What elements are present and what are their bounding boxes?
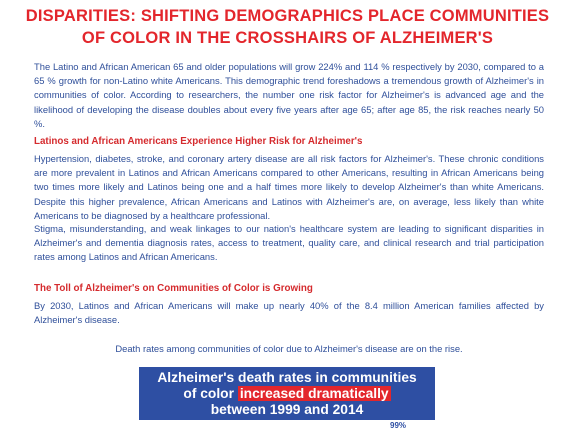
death-rates-banner bbox=[139, 367, 435, 420]
banner-line-2 bbox=[139, 386, 435, 402]
page-title bbox=[0, 5, 575, 49]
banner-line-2-text: of color bbox=[183, 386, 238, 401]
banner-line-3: between 1999 and 2014 bbox=[210, 402, 364, 417]
death-rates-note: Death rates among communities of color due to Alzheimer's disease are on the rise. bbox=[115, 343, 463, 354]
percent-label: 99% bbox=[390, 421, 407, 430]
title-line-1: DISPARITIES: SHIFTING DEMOGRAPHICS PLACE COMMUNITIES bbox=[25, 7, 550, 25]
section-heading-toll: The Toll of Alzheimer's on Communities of Color is Growing bbox=[34, 283, 313, 294]
risk-factors-paragraph: Hypertension, diabetes, stroke, and coronary artery disease are all risk factors for Alzheimer's. These chronic conditions are more prevalent in Latinos and African Americans compared to other Americans, resulting in African Americans being two times more likely and Latinos being one and a half times more likely to develop Alzheimer's than white Americans. Despite this higher prevalence, African Americans and Latinos with Alzheimer's are, on average, less likely than white Americans to be diagnosed by a healthcare professional. bbox=[34, 153, 544, 221]
stigma-paragraph: Stigma, misunderstanding, and weak linkages to our nation's healthcare system are leading to significant disparities in Alzheimer's and dementia diagnosis rates, access to treatment, quality care, and clinical research and trial participation rates among Latinos and African Americans. bbox=[34, 223, 544, 263]
banner-highlight: increased dramatically bbox=[239, 386, 389, 401]
title-line-2: OF COLOR IN THE CROSSHAIRS OF ALZHEIMER'S bbox=[81, 29, 494, 47]
banner-line-1: Alzheimer's death rates in communities bbox=[157, 370, 417, 385]
families-affected-paragraph: By 2030, Latinos and African Americans will make up nearly 40% of the 8.4 million American families affected by Alzheimer's disease. bbox=[34, 300, 544, 326]
section-heading-higher-risk: Latinos and African Americans Experience Higher Risk for Alzheimer's bbox=[34, 136, 363, 147]
intro-paragraph: The Latino and African American 65 and older populations will grow 224% and 114 % respectively by 2030, compared to a 65 % growth for non-Latino white Americans. This demographic trend foreshadows a tremendous growth of Alzheimer's in communities of color. According to researchers, the number one risk factor for Alzheimer's is advanced age and the likelihood of developing the disease doubles about every five years after age 65; after age 85, the risk reaches nearly 50 %. bbox=[34, 61, 544, 129]
